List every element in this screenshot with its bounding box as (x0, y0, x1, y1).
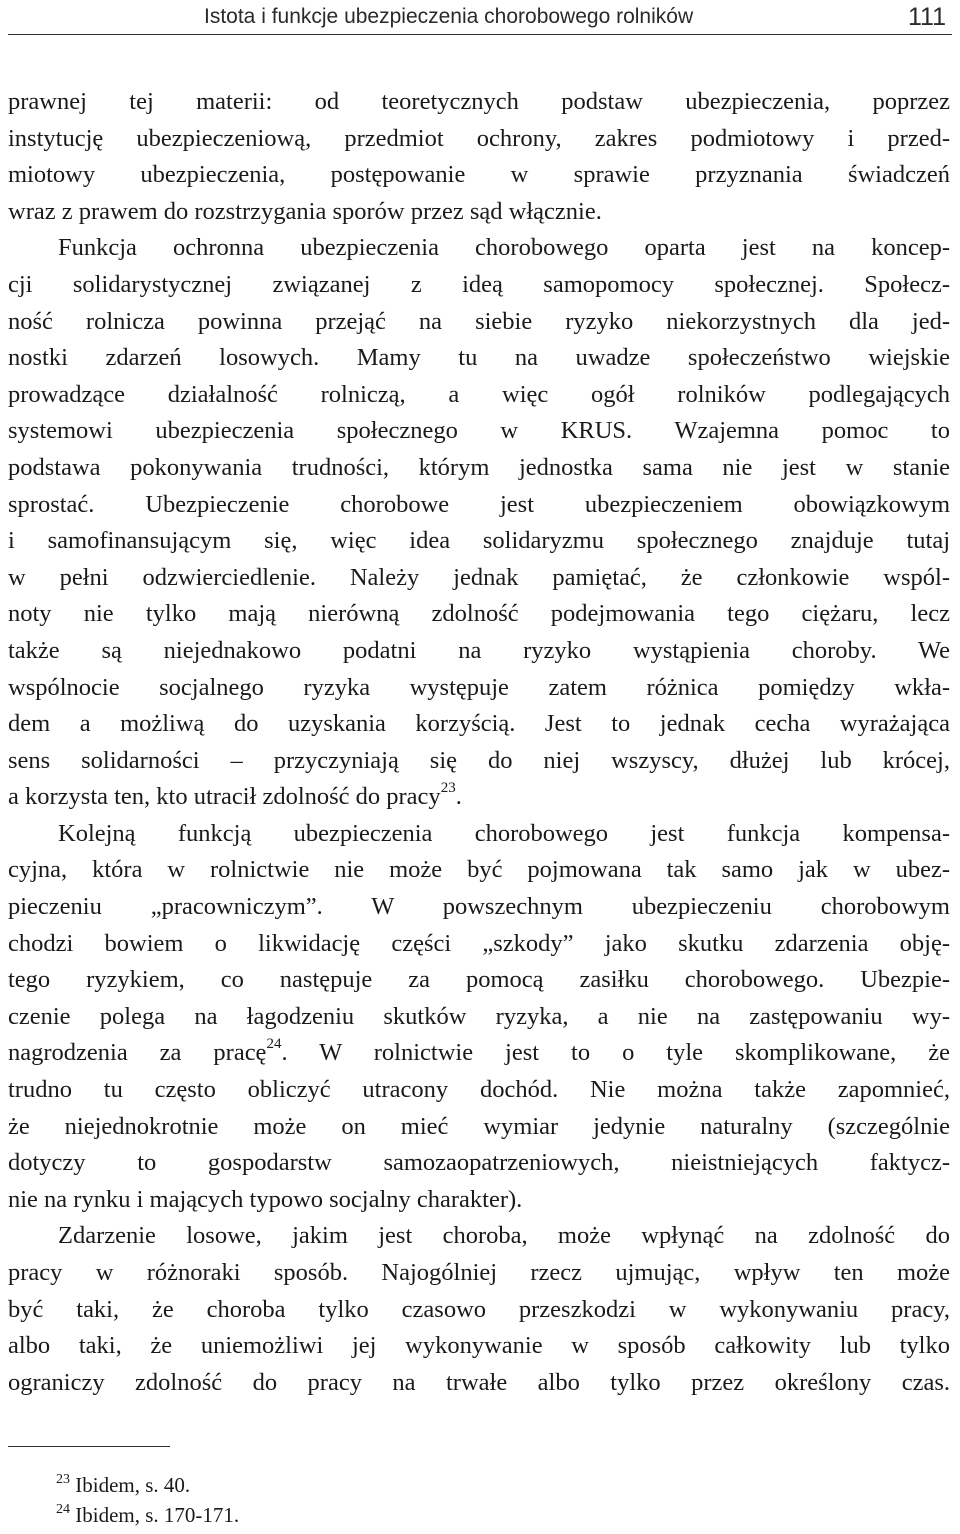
text-line: i samofinansującym się, więc idea solidaryzmu społecznego znajduje tutaj (8, 527, 950, 555)
text-run: . W rolnictwie jest to o tyle skomplikowane, że (281, 1039, 950, 1067)
text-line: pracy w różnoraki sposób. Najogólniej rzecz ujmując, wpływ ten może (8, 1259, 950, 1286)
text-line: systemowi ubezpieczenia społecznego w KRUS. Wzajemna pomoc to (8, 417, 950, 445)
footnote-number: 24 (56, 1502, 70, 1517)
running-title: Istota i funkcje ubezpieczenia chorobowego rolników (204, 5, 694, 28)
running-header (8, 0, 952, 35)
paragraph-4 (8, 1218, 950, 1401)
text-line (8, 1035, 950, 1072)
footnotes (56, 1470, 239, 1530)
text-line: wraz z prawem do rozstrzygania sporów przez sąd włącznie. (8, 197, 602, 225)
page-number: 111 (907, 3, 946, 31)
text-line: sens solidarności – przyczyniają się do niej wszyscy, dłużej lub krócej, (8, 746, 950, 774)
text-line: nostki zdarzeń losowych. Mamy tu na uwadze społeczeństwo wiejskie (8, 344, 950, 372)
text-line: Zdarzenie losowe, jakim jest choroba, może wpłynąć na zdolność do (58, 1222, 950, 1250)
footnote-separator (8, 1446, 170, 1447)
text-line: miotowy ubezpieczenia, postępowanie w sprawie przyznania świadczeń (8, 161, 950, 189)
footnote-text: Ibidem, s. 170-171. (75, 1503, 240, 1527)
footnote-ref-24[interactable]: 24 (266, 1036, 282, 1053)
text-line: być taki, że choroba tylko czasowo przeszkodzi w wykonywaniu pracy, (8, 1295, 950, 1323)
paragraph-2 (8, 230, 950, 816)
text-line: tego ryzykiem, co następuje za pomocą zasiłku chorobowego. Ubezpie- (8, 966, 950, 994)
text-line: prawnej tej materii: od teoretycznych podstaw ubezpieczenia, poprzez (8, 88, 950, 115)
paragraph-3 (8, 816, 950, 1219)
text-line: cji solidarystycznej związanej z ideą samopomocy społecznej. Społecz- (8, 270, 950, 298)
text-line: że niejednokrotnie może on mieć wymiar jedynie naturalny (szczególnie (8, 1112, 950, 1140)
text-line: noty nie tylko mają nierówną zdolność podejmowania tego ciężaru, lecz (8, 600, 950, 628)
footnote-number: 23 (56, 1472, 70, 1487)
text-line: dem a możliwą do uzyskania korzyścią. Jest to jednak cecha wyrażająca (8, 710, 950, 738)
footnote-text: Ibidem, s. 40. (75, 1473, 191, 1497)
footnote-24 (56, 1500, 239, 1530)
text-line: podstawa pokonywania trudności, którym jednostka sama nie jest w stanie (8, 453, 950, 481)
text-line (8, 779, 950, 816)
text-line: wspólnocie socjalnego ryzyka występuje zatem różnica pomiędzy wkła- (8, 673, 950, 701)
text-line: Kolejną funkcją ubezpieczenia chorobowego jest funkcja kompensa- (58, 819, 950, 847)
text-line: także są niejednakowo podatni na ryzyko wystąpienia choroby. We (8, 636, 950, 664)
text-line: prowadzące działalność rolniczą, a więc ogół rolników podlegających (8, 380, 950, 408)
text-line: chodzi bowiem o likwidację części „szkody” jako skutku zdarzenia obję- (8, 929, 950, 957)
text-line: pieczeniu „pracowniczym”. W powszechnym ubezpieczeniu chorobowym (8, 893, 950, 921)
paragraph-1 (8, 84, 950, 230)
text-line: dotyczy to gospodarstw samozaopatrzeniowych, nieistniejących faktycz- (8, 1149, 950, 1177)
text-line: trudno tu często obliczyć utracony dochód. Nie można także zapomnieć, (8, 1076, 950, 1104)
text-line: cyjna, która w rolnictwie nie może być pojmowana tak samo jak w ubez- (8, 856, 950, 884)
text-line: w pełni odzwierciedlenie. Należy jednak pamiętać, że członkowie wspól- (8, 563, 950, 591)
body-text (8, 84, 950, 1401)
footnote-ref-23[interactable]: 23 (440, 780, 456, 797)
text-line: albo taki, że uniemożliwi jej wykonywanie w sposób całkowity lub tylko (8, 1332, 950, 1360)
footnote-23 (56, 1470, 239, 1500)
text-line: sprostać. Ubezpieczenie chorobowe jest ubezpieczeniem obowiązkowym (8, 490, 950, 518)
text-run: nagrodzenia za pracę (8, 1039, 267, 1067)
text-line: ność rolnicza powinna przejąć na siebie ryzyko niekorzystnych dla jed- (8, 307, 950, 335)
text-line: Funkcja ochronna ubezpieczenia chorobowego oparta jest na koncep- (58, 234, 950, 262)
text-line: czenie polega na łagodzeniu skutków ryzyka, a nie na zastępowaniu wy- (8, 1002, 950, 1030)
text-line: nie na rynku i mających typowo socjalny charakter). (8, 1185, 523, 1213)
text-run: . (455, 783, 462, 811)
text-line: ograniczy zdolność do pracy na trwałe albo tylko przez określony czas. (8, 1368, 950, 1396)
text-run: a korzysta ten, kto utracił zdolność do pracy (8, 783, 441, 811)
text-line: instytucję ubezpieczeniową, przedmiot ochrony, zakres podmiotowy i przed- (8, 124, 950, 152)
